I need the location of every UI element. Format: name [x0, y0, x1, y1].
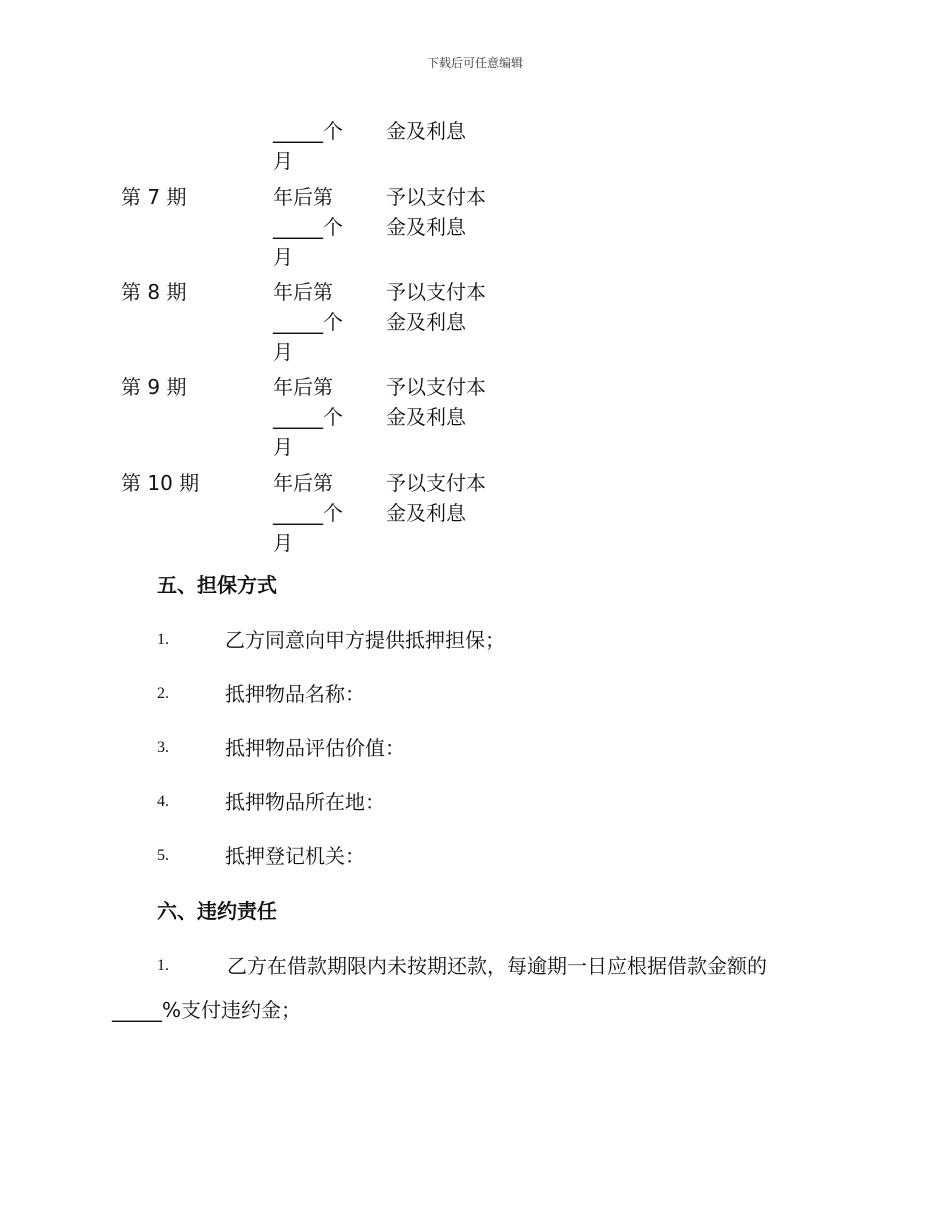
cell-col3-line: 予以支付本: [386, 471, 486, 495]
list-number: 1.: [157, 631, 169, 648]
cell-col2-line: _____个: [273, 310, 343, 334]
list-number: 1.: [157, 957, 169, 974]
cell-col2-line: _____个: [273, 405, 343, 429]
section-heading: 五、担保方式: [157, 573, 277, 597]
cell-col2-line: _____个: [273, 501, 343, 525]
cell-col3-line: 金及利息: [386, 119, 466, 143]
period-label: 第 9 期: [121, 375, 187, 399]
list-number: 4.: [157, 793, 169, 810]
cell-col2-line: 月: [273, 149, 293, 173]
section-heading: 六、违约责任: [157, 899, 277, 923]
cell-col3-line: 予以支付本: [386, 375, 486, 399]
cell-col3-line: 予以支付本: [386, 185, 486, 209]
list-item-text: 乙方在借款期限内未按期还款，每逾期一日应根据借款金额的: [227, 954, 767, 978]
list-item-text: 抵押登记机关：: [225, 844, 365, 868]
list-number: 3.: [157, 739, 169, 756]
cell-col2-line: 月: [273, 435, 293, 459]
list-item-text: 抵押物品所在地：: [225, 790, 385, 814]
cell-col2-line: 年后第: [273, 185, 333, 209]
cell-col2-line: 年后第: [273, 471, 333, 495]
cell-col2-line: _____个: [273, 215, 343, 239]
period-label: 第 10 期: [121, 471, 200, 495]
cell-col2-line: 月: [273, 340, 293, 364]
period-label: 第 8 期: [121, 280, 187, 304]
cell-col3-line: 金及利息: [386, 215, 466, 239]
page-header: 下载后可任意编辑: [426, 56, 523, 70]
list-item-text: 抵押物品名称：: [225, 682, 365, 706]
list-item-text: 乙方同意向甲方提供抵押担保；: [225, 628, 505, 652]
cell-col2-line: 月: [273, 245, 293, 269]
list-item-text-continued: _____%支付违约金；: [112, 998, 302, 1022]
list-number: 2.: [157, 685, 169, 702]
list-number: 5.: [157, 847, 169, 864]
cell-col3-line: 金及利息: [386, 310, 466, 334]
cell-col2-line: _____个: [273, 119, 343, 143]
cell-col2-line: 月: [273, 531, 293, 555]
cell-col3-line: 予以支付本: [386, 280, 486, 304]
period-label: 第 7 期: [121, 185, 187, 209]
cell-col3-line: 金及利息: [386, 501, 466, 525]
cell-col3-line: 金及利息: [386, 405, 466, 429]
list-item-text: 抵押物品评估价值：: [225, 736, 405, 760]
cell-col2-line: 年后第: [273, 280, 333, 304]
cell-col2-line: 年后第: [273, 375, 333, 399]
